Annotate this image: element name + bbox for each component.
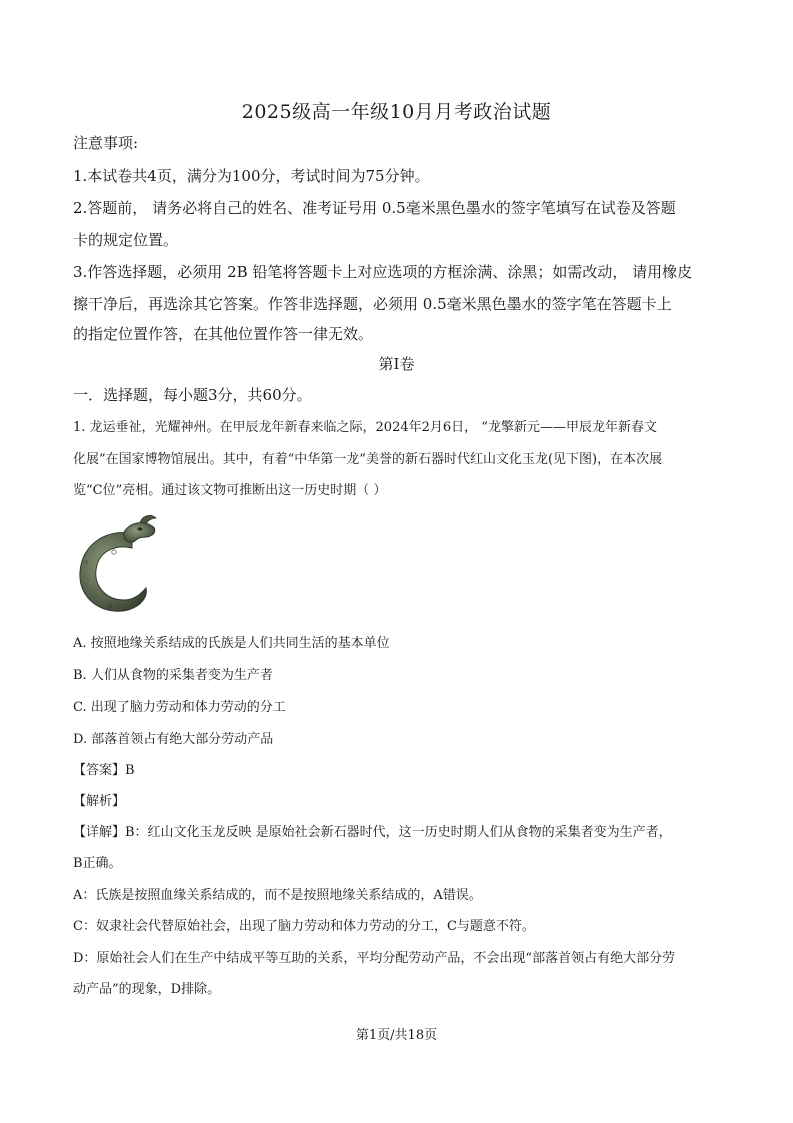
notice-heading: 注意事项: xyxy=(73,134,139,152)
explanation-line: D：原始社会人们在生产中结成平等互助的关系，平均分配劳动产品，不会出现“部落首领占有绝大部分劳 xyxy=(73,951,676,966)
explanation-line: 【详解】B：红山文化玉龙反映 是原始社会新石器时代，这一历史时期人们从食物的采集者变为生产者， xyxy=(73,825,672,840)
answer-line: 【答案】B xyxy=(73,763,135,778)
option-b: B. 人们从食物的采集者变为生产者 xyxy=(73,668,273,683)
question-stem-line: 1. 龙运垂祉，光耀神州。在甲辰龙年新春来临之际，2024年2月6日， “龙擎新元——甲辰龙年新春文 xyxy=(73,420,657,435)
notice-line: 1.本试卷共4页，满分为100分，考试时间为75分钟。 xyxy=(73,167,430,185)
analysis-label: 【解析】 xyxy=(73,794,126,809)
question-stem-line: 览“C位”亮相。通过该文物可推断出这一历史时期（ ） xyxy=(73,483,387,498)
notice-line: 的指定位置作答，在其他位置作答一律无效。 xyxy=(73,325,374,343)
notice-line: 2.答题前， 请务必将自己的姓名、准考证号用 0.5毫米黑色墨水的签字笔填写在试卷及答题 xyxy=(73,199,676,217)
page-footer: 第1页/共18页 xyxy=(355,1028,438,1043)
notice-line: 3.作答选择题，必须用 2B 铅笔将答题卡上对应选项的方框涂满、涂黑；如需改动， 请用橡皮 xyxy=(73,263,693,281)
notice-line: 擦干净后，再选涂其它答案。作答非选择题，必须用 0.5毫米黑色墨水的签字笔在答题卡上 xyxy=(73,295,672,313)
notice-line: 卡的规定位置。 xyxy=(73,231,179,249)
explanation-line: 动产品”的现象，D排除。 xyxy=(73,982,221,997)
explanation-line: C：奴隶社会代替原始社会，出现了脑力劳动和体力劳动的分工，C与题意不符。 xyxy=(73,919,535,934)
option-a: A. 按照地缘关系结成的氏族是人们共同生活的基本单位 xyxy=(73,636,390,651)
volume-heading: 第Ⅰ卷 xyxy=(378,355,415,373)
jade-dragon-image xyxy=(70,512,160,620)
option-c: C. 出现了脑力劳动和体力劳动的分工 xyxy=(73,700,286,715)
explanation-line: B正确。 xyxy=(73,856,122,871)
explanation-line: A：氏族是按照血缘关系结成的，而不是按照地缘关系结成的，A错误。 xyxy=(73,888,482,903)
question-stem-line: 化展”在国家博物馆展出。其中，有着“中华第一龙”美誉的新石器时代红山文化玉龙(见下图)，在本次展 xyxy=(73,452,663,467)
section-heading: 一．选择题，每小题3分，共60分。 xyxy=(73,386,312,404)
option-d: D. 部落首领占有绝大部分劳动产品 xyxy=(73,732,274,747)
page-title: 2025级高一年级10月月考政治试题 xyxy=(241,101,552,123)
